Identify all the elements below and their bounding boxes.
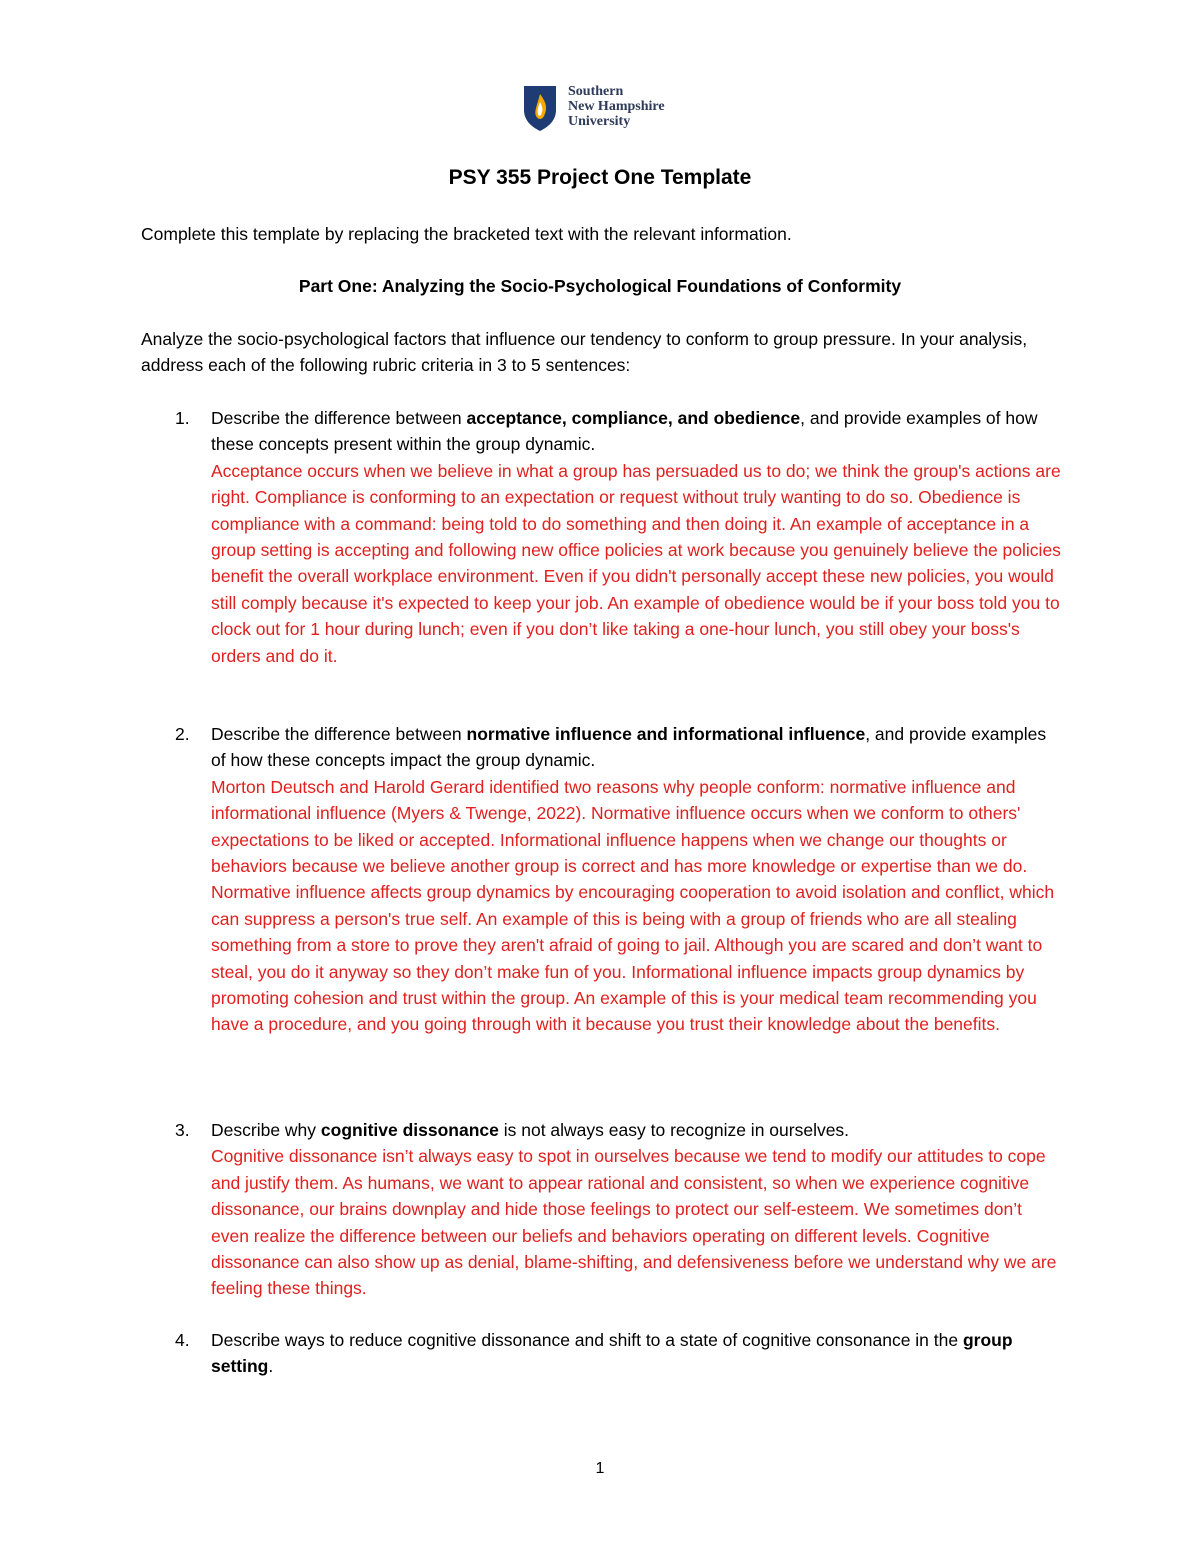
prompt-keyword: normative influence and informational influence — [466, 724, 866, 744]
logo-line-1: Southern — [568, 84, 624, 99]
question-item — [141, 1327, 1061, 1380]
prompt-text: Describe the difference between — [211, 724, 467, 744]
question-item — [141, 405, 1061, 669]
question-number: 3. — [175, 1120, 190, 1140]
logo-line-3: University — [568, 114, 631, 129]
analyze-instructions: Analyze the socio-psychological factors that influence our tendency to conform to group pressure. In your analysis, address each of the following rubric criteria in 3 to 5 sentences: — [141, 329, 1028, 376]
prompt-keyword: acceptance, compliance, and obedience — [466, 408, 801, 428]
question-prompt — [211, 1327, 1061, 1380]
question-item — [141, 1117, 1061, 1302]
question-number: 4. — [175, 1330, 190, 1350]
prompt-text: , and provide examples of how these concepts impact the group dynamic. — [211, 724, 1047, 771]
document-title: PSY 355 Project One Template — [448, 166, 752, 189]
prompt-keyword: group setting — [211, 1330, 1013, 1377]
page-number: 1 — [595, 1460, 605, 1477]
question-prompt — [211, 721, 1061, 774]
answer-text: Cognitive dissonance isn’t always easy to spot in ourselves because we tend to modify our attitudes to cope and justify them. As humans, we want to appear rational and consistent, so when we experience cognitive dissonance, our brains downplay and hide those feelings to protect our self-esteem. We sometimes don’t even realize the difference between our beliefs and behaviors operating on different levels. Cognitive dissonance can also show up as denial, blame-shifting, and defensiveness before we understand why we are feeling these things. — [211, 1146, 1057, 1299]
university-logo — [522, 84, 682, 134]
intro-text: Complete this template by replacing the bracketed text with the relevant information. — [141, 224, 792, 244]
question-number: 1. — [175, 408, 190, 428]
prompt-text: , and provide examples of how these concepts present within the group dynamic. — [211, 408, 1038, 455]
prompt-text: . — [268, 1356, 274, 1377]
answer-text: Morton Deutsch and Harold Gerard identified two reasons why people conform: normative influence and informational influence (Myers & Twenge, 2022). Normative influence occurs when we conform to others' expectations to be liked or accepted. Informational influence happens when we change our thoughts or behaviors because we believe another group is correct and has more knowledge or expertise than we do. Normative influence affects group dynamics by encouraging cooperation to avoid isolation and conflict, which can suppress a person's true self. An example of this is being with a group of friends who are all stealing something from a store to prove they aren't afraid of going to jail. Although you are scared and don’t want to steal, you do it anyway so they don’t make fun of you. Informational influence impacts group dynamics by promoting cohesion and trust within the group. An example of this is your medical team recommending you have a procedure, and you going through with it because you trust their knowledge about the benefits. — [211, 776, 1055, 1035]
question-item — [141, 721, 1061, 1038]
logo-wordmark — [568, 84, 665, 129]
prompt-text: Describe ways to reduce cognitive dissonance and shift to a state of cognitive consonance in the — [211, 1330, 963, 1350]
question-prompt — [211, 405, 1061, 458]
prompt-text: Describe the difference between — [211, 408, 467, 428]
shield-flame-icon — [522, 84, 562, 132]
answer-text: Acceptance occurs when we believe in what a group has persuaded us to do; we think the group's actions are right. Compliance is conforming to an expectation or request without truly wanting to do so. Obedience is compliance with a command: being told to do something and then doing it. An example of acceptance in a group setting is accepting and following new office policies at work because you genuinely believe the policies benefit the overall workplace environment. Even if you didn't personally accept these new policies, you would still comply because it's expected to keep your job. An example of obedience would be if your boss told you to clock out for 1 hour during lunch; even if you don’t like taking a one-hour lunch, you still obey your boss's orders and do it. — [211, 460, 1061, 666]
prompt-keyword: cognitive dissonance — [320, 1120, 499, 1140]
prompt-text: is not always easy to recognize in ourselves. — [498, 1120, 850, 1140]
prompt-text: Describe why — [211, 1120, 321, 1140]
question-prompt — [211, 1117, 1061, 1143]
logo-line-2: New Hampshire — [568, 99, 665, 114]
question-number: 2. — [175, 724, 190, 744]
part-one-heading: Part One: Analyzing the Socio-Psychological Foundations of Conformity — [298, 276, 902, 296]
